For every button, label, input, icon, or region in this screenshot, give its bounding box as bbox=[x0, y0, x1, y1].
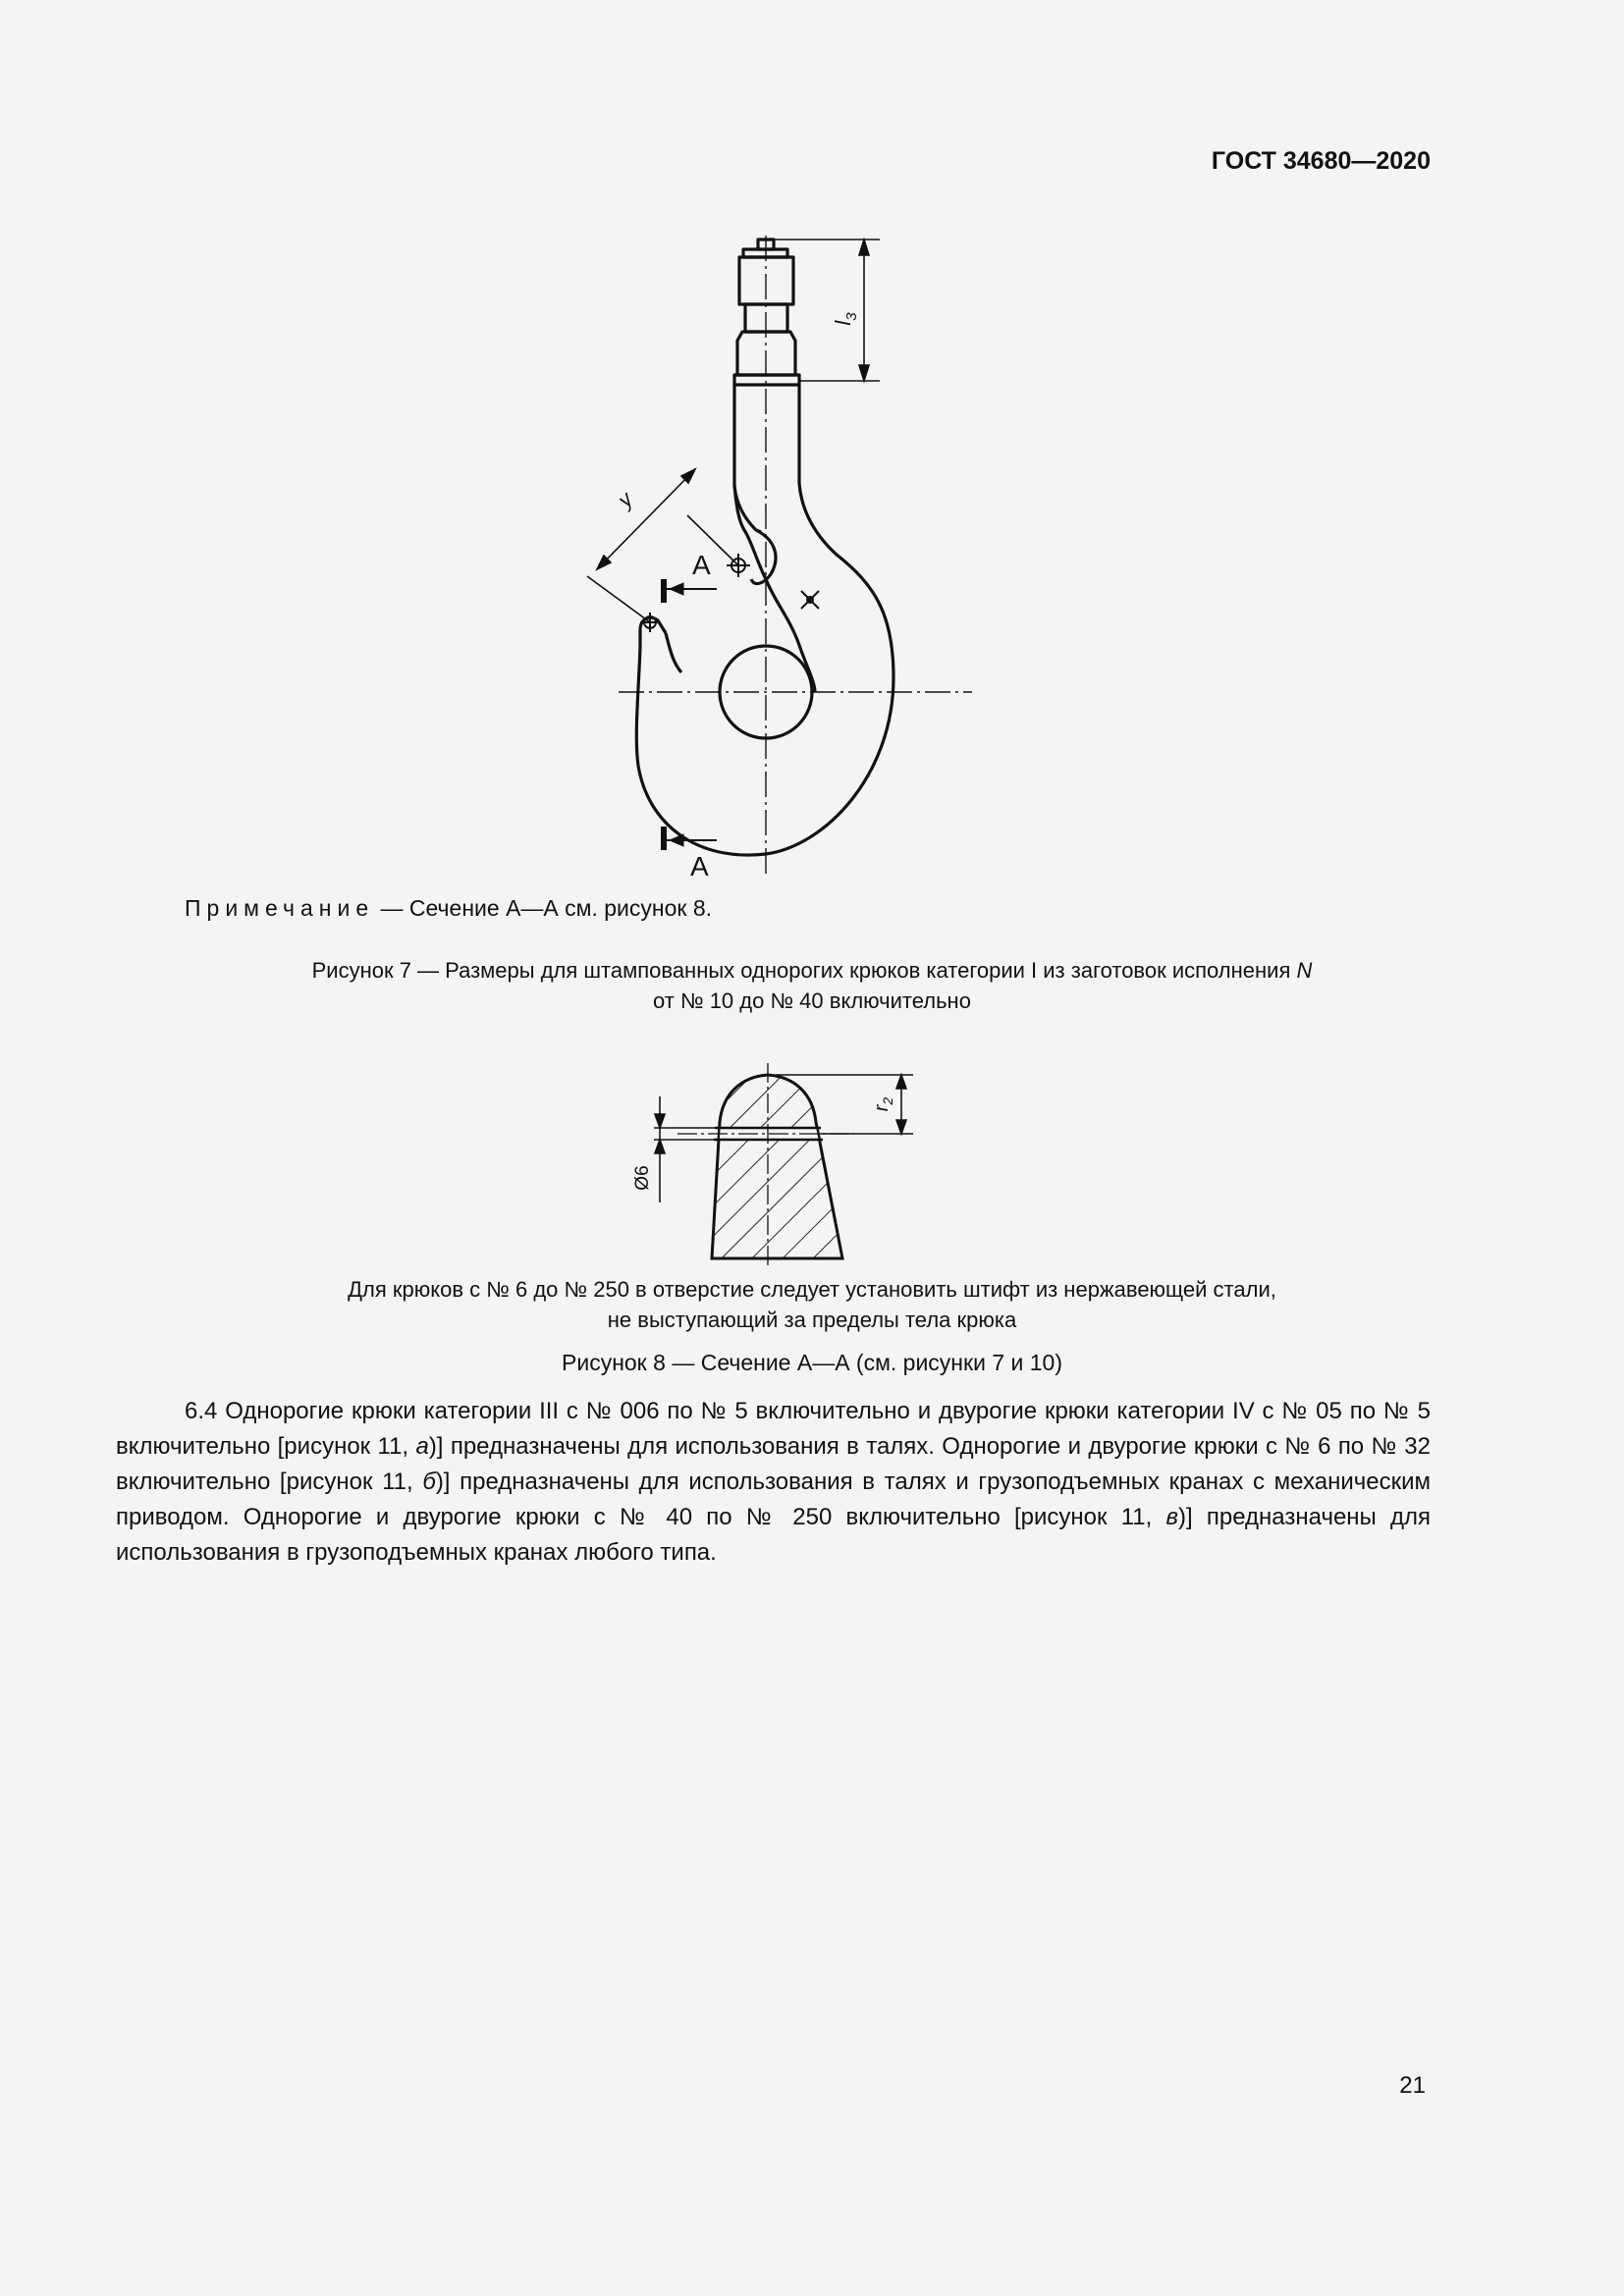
para-text-4: )] предназначены для использования в грузоподъемных кранах любого типа. bbox=[116, 1504, 1431, 1566]
r2-label: r bbox=[871, 1104, 893, 1112]
para-text-3: )] предназначены для использования в талях и грузоподъемных кранах с механическим приводом. Однорогие и двурогие крюки с № 40 по № 250 включительно [рисунок 11, bbox=[116, 1468, 1431, 1530]
l3-label: l bbox=[831, 320, 855, 326]
figure-8-note-line2: не выступающий за пределы тела крюка bbox=[607, 1308, 1017, 1332]
figure-7-note bbox=[185, 895, 712, 922]
figure-7-hook-drawing bbox=[579, 226, 992, 883]
svg-text:l3 bbox=[831, 312, 860, 326]
figure-7-caption-italic: N bbox=[1296, 958, 1313, 983]
d6-label: Ø6 bbox=[632, 1165, 653, 1191]
figure-8-caption: Рисунок 8 — Сечение А—А (см. рисунки 7 и 10) bbox=[562, 1350, 1062, 1375]
para-text-1: 6.4 Однорогие крюки категории III с № 006 по № 5 включительно и двурогие крюки категории IV с № 05 по № 5 включительно [рисунок 11, bbox=[116, 1398, 1431, 1460]
para-text-2: )] предназначены для использования в талях. Однорогие и двурогие крюки с № 6 по № 32 включительно [рисунок 11, bbox=[116, 1433, 1431, 1495]
note-text: — Сечение А—А см. рисунок 8. bbox=[374, 895, 712, 921]
figure-8-note bbox=[137, 1274, 1487, 1335]
figure-8-note-line1: Для крюков с № 6 до № 250 в отверстие следует установить штифт из нержавеющей стали, bbox=[348, 1277, 1276, 1302]
figure-8-section-drawing bbox=[619, 1055, 943, 1276]
para-italic-v: в bbox=[1165, 1504, 1179, 1530]
section-label-top: A bbox=[692, 550, 711, 580]
l3-subscript: 3 bbox=[843, 312, 860, 321]
r2-subscript: 2 bbox=[880, 1096, 895, 1105]
para-italic-b: б bbox=[422, 1468, 436, 1495]
document-header: ГОСТ 34680—2020 bbox=[1211, 147, 1431, 175]
page-number: 21 bbox=[1399, 2072, 1426, 2099]
svg-text:r2 bbox=[871, 1097, 895, 1112]
figure-7-caption-line1: Рисунок 7 — Размеры для штампованных однорогих крюков категории I из заготовок исполнения bbox=[311, 958, 1297, 983]
figure-7-caption bbox=[137, 955, 1487, 1016]
note-prefix: Примечание bbox=[185, 895, 375, 921]
para-italic-a: а bbox=[415, 1433, 429, 1460]
paragraph-6-4 bbox=[116, 1394, 1431, 1571]
y-label: y bbox=[612, 487, 638, 512]
section-label-bottom: A bbox=[690, 851, 709, 881]
figure-7-caption-line2: от № 10 до № 40 включительно bbox=[653, 988, 971, 1013]
